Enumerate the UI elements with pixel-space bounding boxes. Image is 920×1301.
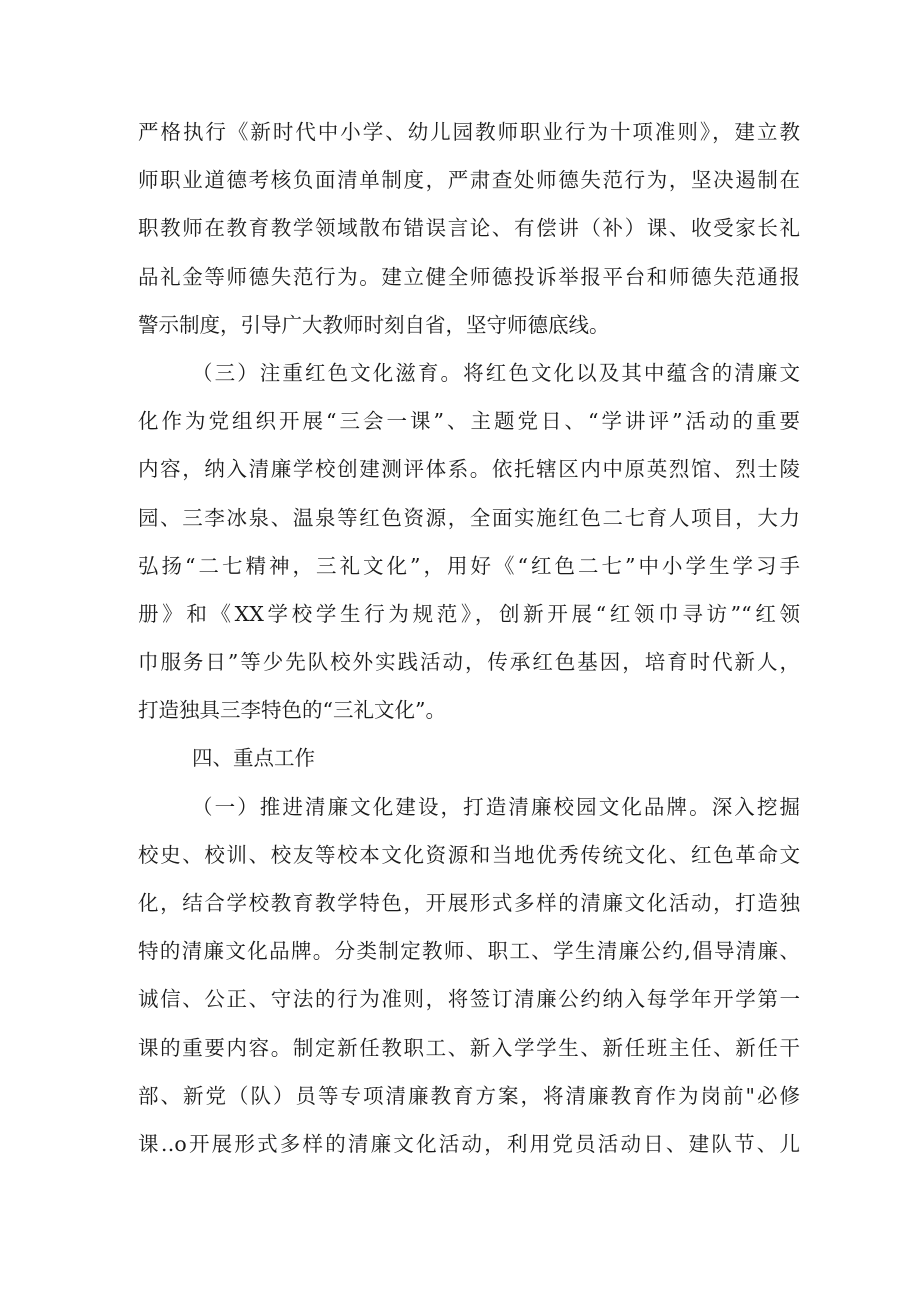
text-line: 特的清廉文化品牌。分类制定教师、职工、学生清廉公约,倡导清廉、 <box>138 939 800 964</box>
paragraph-red-culture <box>138 349 800 735</box>
text-line: 巾服务日”等少先队校外实践活动，传承红色基因，培育时代新人， <box>138 650 800 675</box>
text-line: 课的重要内容。制定新任教职工、新入学学生、新任班主任、新任干 <box>138 1035 800 1060</box>
text-line: 师职业道德考核负面清单制度，严肃查处师德失范行为，坚决遏制在 <box>138 168 800 193</box>
text-line: 品礼金等师德失范行为。建立健全师德投诉举报平台和师德失范通报 <box>138 264 800 289</box>
section-heading: 四、重点工作 <box>192 746 315 771</box>
document-body <box>138 108 800 1168</box>
text-line: （一）推进清廉文化建设，打造清廉校园文化品牌。深入挖掘 <box>192 794 800 819</box>
text-line: 课‥o开展形式多样的清廉文化活动，利用党员活动日、建队节、儿 <box>138 1131 800 1156</box>
text-line: 园、三李冰泉、温泉等红色资源，全面实施红色二七育人项目，大力 <box>138 505 800 530</box>
text-line: 严格执行《新时代中小学、幼儿园教师职业行为十项准则》，建立教 <box>138 120 800 144</box>
text-line: 弘扬“二七精神，三礼文化”，用好《“红色二七”中小学生学习手 <box>138 553 800 578</box>
paragraph-teacher-ethics <box>138 108 800 349</box>
text-line: 化，结合学校教育教学特色，开展形式多样的清廉文化活动，打造独 <box>138 891 800 915</box>
text-line: 职教师在教育教学领域散布错误言论、有偿讲（补）课、收受家长礼 <box>138 216 800 241</box>
text-line: 册》和《XX学校学生行为规范》，创新开展“红领巾寻访”“红领 <box>138 601 800 626</box>
text-line: 警示制度，引导广大教师时刻自省，坚守师德底线。 <box>138 312 610 337</box>
paragraph-clean-culture <box>138 783 800 1169</box>
text-line: 内容，纳入清廉学校创建测评体系。依托辖区内中原英烈馆、烈士陵 <box>138 457 800 482</box>
text-line: 诚信、公正、守法的行为准则，将签订清廉公约纳入每学年开学第一 <box>138 987 800 1012</box>
text-line: 校史、校训、校友等校本文化资源和当地优秀传统文化、红色革命文 <box>138 842 800 867</box>
text-line: 部、新党（队）员等专项清廉教育方案，将清廉教育作为岗前"必修 <box>138 1083 800 1108</box>
text-line: 化作为党组织开展“三会一课”、主题党日、“学讲评”活动的重要 <box>138 409 800 434</box>
section-heading-key-work <box>138 734 800 782</box>
text-line: 打造独具三李特色的“三礼文化”。 <box>138 698 446 723</box>
text-line: （三）注重红色文化滋育。将红色文化以及其中蕴含的清廉文 <box>192 360 800 385</box>
